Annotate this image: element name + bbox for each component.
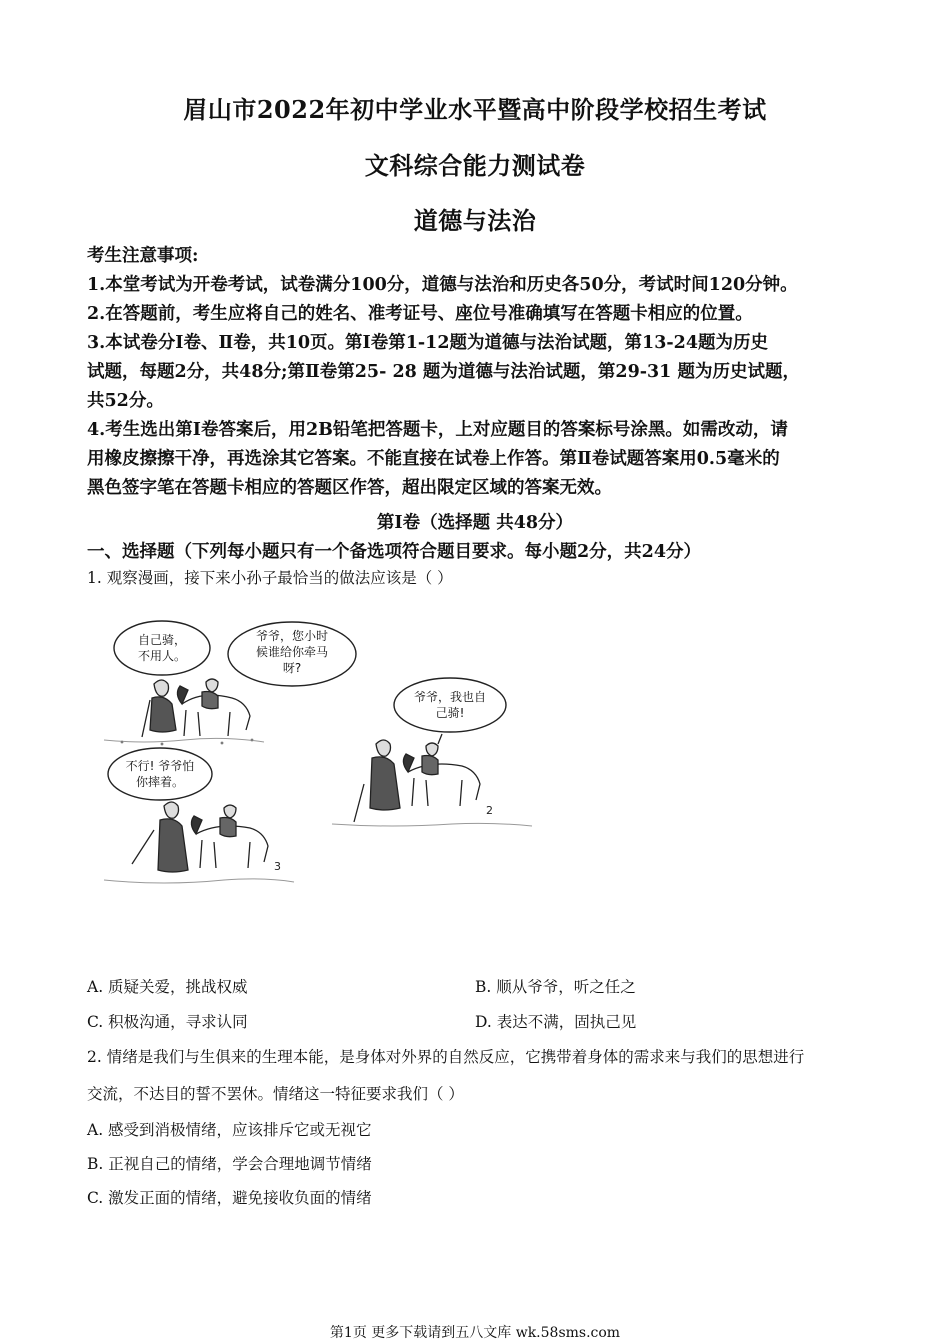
panel-3-number: 3 — [274, 860, 281, 873]
speech-bubble-1 — [114, 621, 210, 675]
q1-option-a: A. 质疑关爱，挑战权威 — [87, 978, 248, 996]
notice-line: 试题，每题2分，共48分;第Ⅱ卷第25- 28 题为道德与法治试题，第29-31 题为历史试题， — [87, 362, 800, 382]
notice-line: 2.在答题前，考生应将自己的姓名、准考证号、座位号准确填写在答题卡相应的位置。 — [87, 304, 753, 324]
panel-2-number: 2 — [486, 804, 493, 817]
question-1-stem: 1. 观察漫画，接下来小孙子最恰当的做法应该是（ ） — [87, 569, 453, 587]
notice-line: 3.本试卷分Ⅰ卷、Ⅱ卷，共10页。第Ⅰ卷第1-12题为道德与法治试题，第13-24题为历史 — [87, 333, 769, 353]
panel-2-ground — [332, 823, 532, 826]
notice-line: 黑色签字笔在答题卡相应的答题区作答，超出限定区域的答案无效。 — [87, 478, 612, 498]
q1-option-c: C. 积极沟通，寻求认同 — [87, 1013, 248, 1031]
section-title: 第Ⅰ卷（选择题 共48分） — [376, 513, 574, 533]
bubble-4-text: 你摔着。 — [135, 775, 185, 789]
bubble-1-text: 不用人。 — [137, 649, 187, 663]
bubble-1-text: 自己骑， — [137, 633, 187, 647]
bubble-3-text: 己骑! — [435, 706, 465, 720]
panel-1-ground — [104, 738, 264, 745]
notice-heading: 考生注意事项: — [87, 246, 199, 266]
speech-bubble-4 — [108, 748, 212, 800]
notice-line: 共52分。 — [87, 391, 164, 411]
notice-line: 用橡皮擦擦干净，再选涂其它答案。不能直接在试卷上作答。第Ⅱ卷试题答案用0.5毫米的 — [87, 449, 780, 469]
q1-option-b: B. 顺从爷爷，听之任之 — [475, 978, 636, 996]
comic-illustration — [102, 612, 547, 902]
subject-title: 道德与法治 — [413, 206, 537, 235]
speech-bubble-3 — [394, 678, 506, 732]
notice-block — [87, 242, 867, 503]
q2-option-b: B. 正视自己的情绪，学会合理地调节情绪 — [87, 1155, 372, 1173]
exam-title: 眉山市2022年初中学业水平暨高中阶段学校招生考试 — [183, 95, 767, 124]
bubble-4-text: 不行! 爷爷怕 — [125, 759, 195, 773]
notice-line: 1.本堂考试为开卷考试，试卷满分100分，道德与法治和历史各50分，考试时间120分钟。 — [87, 275, 798, 295]
page-footer: 第1页 更多下载请到五八文库 wk.58sms.com — [329, 1325, 621, 1341]
exam-subtitle: 文科综合能力测试卷 — [364, 151, 586, 180]
bubble-3-text: 爷爷，我也自 — [413, 690, 487, 704]
panel-2-drawing — [354, 734, 480, 822]
bubble-2-text: 爷爷，您小时 — [255, 629, 329, 643]
q2-option-c: C. 激发正面的情绪，避免接收负面的情绪 — [87, 1189, 372, 1207]
panel-3-ground — [104, 879, 294, 883]
panel-1-drawing — [142, 679, 250, 737]
q2-option-a: A. 感受到消极情绪，应该排斥它或无视它 — [87, 1121, 372, 1139]
panel-3-drawing — [132, 802, 268, 872]
bubble-2-text: 候谁给你牵马 — [255, 645, 329, 659]
question-2-stem: 交流，不达目的誓不罢休。情绪这一特征要求我们（ ） — [87, 1085, 464, 1103]
notice-line: 4.考生选出第Ⅰ卷答案后，用2B铅笔把答题卡，上对应题目的答案标号涂黑。如需改动，请 — [87, 420, 788, 440]
bubble-2-text: 呀? — [282, 661, 302, 675]
question-2-stem: 2. 情绪是我们与生俱来的生理本能，是身体对外界的自然反应，它携带着身体的需求来与我们的思想进行 — [87, 1048, 805, 1066]
part-title: 一、选择题（下列每小题只有一个备选项符合题目要求。每小题2分，共24分） — [87, 542, 702, 562]
q1-option-d: D. 表达不满，固执己见 — [475, 1013, 637, 1031]
